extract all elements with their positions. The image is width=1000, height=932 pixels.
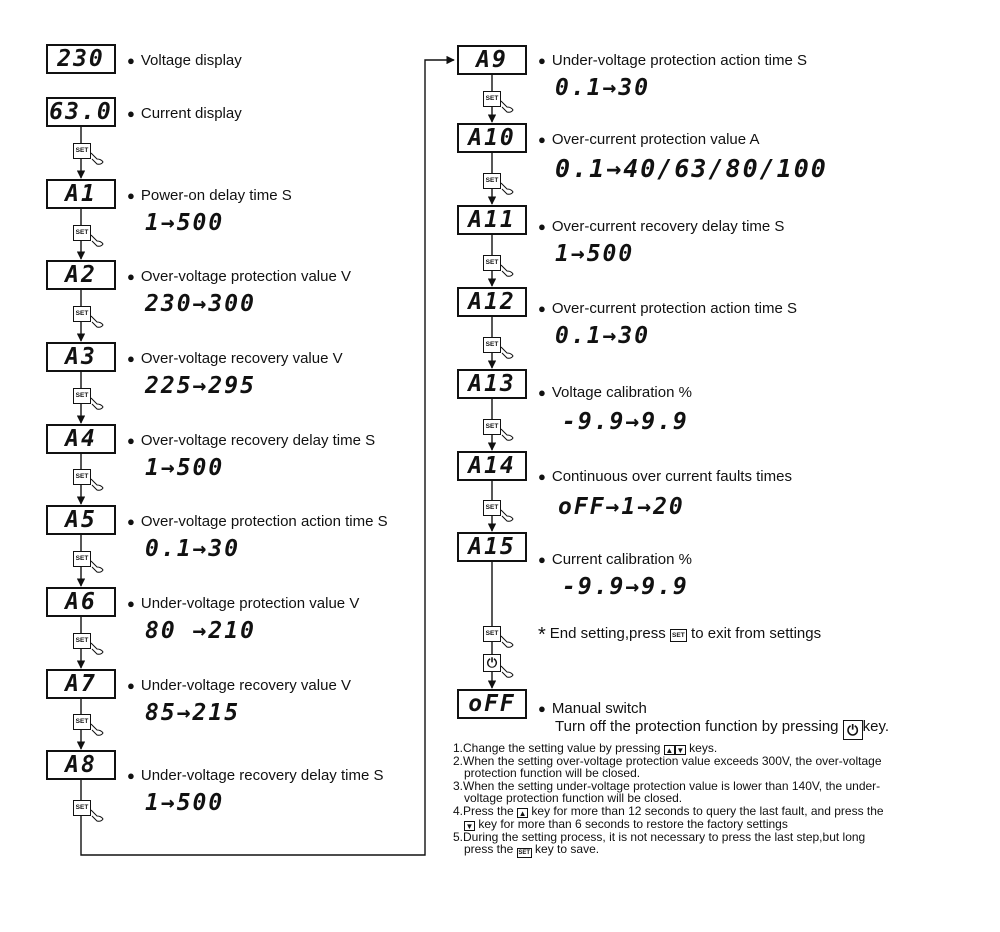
a15-label: ● Current calibration % bbox=[538, 551, 692, 568]
press-hand-icon bbox=[499, 99, 515, 113]
power-key-icon: ⏻ bbox=[483, 654, 501, 672]
a13-label: ● Voltage calibration % bbox=[538, 384, 692, 401]
set-key-icon: SET bbox=[73, 633, 91, 649]
a2-range: 230→300 bbox=[145, 291, 256, 317]
press-hand-icon bbox=[89, 477, 105, 491]
lcd-a10: A10 bbox=[457, 123, 527, 153]
a3-range: 225→295 bbox=[145, 373, 256, 399]
set-key-icon: SET bbox=[73, 388, 91, 404]
a3-label: ● Over-voltage recovery value V bbox=[127, 350, 343, 367]
set-key-icon: SET bbox=[73, 143, 91, 159]
set-key-icon: SET bbox=[483, 173, 501, 189]
lcd-a8: A8 bbox=[46, 750, 116, 780]
note-5: 5.During the setting process, it is not necessary to press the last step,but long bbox=[453, 829, 866, 844]
set-key-icon: SET bbox=[670, 629, 687, 642]
a12-range: 0.1→30 bbox=[555, 323, 651, 349]
press-hand-icon bbox=[89, 314, 105, 328]
a14-label: ● Continuous over current faults times bbox=[538, 468, 792, 485]
press-hand-icon bbox=[89, 808, 105, 822]
a5-range: 0.1→30 bbox=[145, 536, 241, 562]
press-hand-icon bbox=[89, 641, 105, 655]
up-key-icon: ▲ bbox=[518, 808, 527, 818]
note-2: 2.When the setting over-voltage protection value exceeds 300V, the over-voltage bbox=[453, 754, 882, 768]
note-3: 3.When the setting under-voltage protection value is lower than 140V, the under- bbox=[453, 778, 881, 793]
lcd-voltage-display: 230 bbox=[46, 44, 116, 74]
press-hand-icon bbox=[89, 396, 105, 410]
press-hand-icon bbox=[499, 181, 515, 195]
set-key-icon: SET bbox=[73, 551, 91, 567]
a6-range: 80 →210 bbox=[145, 618, 256, 644]
lcd-a11: A11 bbox=[457, 205, 527, 235]
lcd-a7: A7 bbox=[46, 669, 116, 699]
press-hand-icon bbox=[89, 559, 105, 573]
a15-range: -9.9→9.9 bbox=[562, 574, 689, 600]
manual-switch-desc: Turn off the protection function by pressing ⏻ key. bbox=[555, 718, 890, 738]
lcd-a4: A4 bbox=[46, 424, 116, 454]
asterisk: * bbox=[538, 624, 546, 646]
a14-range: oFF→1→20 bbox=[558, 494, 685, 520]
a9-range: 0.1→30 bbox=[555, 75, 651, 101]
press-hand-icon bbox=[499, 634, 515, 648]
note-4: 4.Press the ▲ key for more than 12 seconds to query the last fault, and press the bbox=[453, 803, 884, 818]
lcd-off: oFF bbox=[457, 689, 527, 719]
lcd-a14: A14 bbox=[457, 451, 527, 481]
note-5b: press the SET key to save. bbox=[464, 842, 600, 857]
a6-label: ● Under-voltage protection value V bbox=[127, 595, 360, 612]
down-key-icon: ▼ bbox=[465, 821, 474, 831]
lcd-a2: A2 bbox=[46, 260, 116, 290]
note-3b: voltage protection function will be closed. bbox=[464, 791, 683, 806]
lcd-a5: A5 bbox=[46, 505, 116, 535]
a5-label: ● Over-voltage protection action time S bbox=[127, 513, 388, 530]
a8-range: 1→500 bbox=[145, 790, 225, 816]
a11-range: 1→500 bbox=[555, 241, 635, 267]
a10-range: 0.1→40/63/80/100 bbox=[555, 154, 828, 183]
a12-label: ● Over-current protection action time S bbox=[538, 300, 797, 317]
press-hand-icon bbox=[499, 427, 515, 441]
press-hand-icon bbox=[499, 345, 515, 359]
power-key-icon: ⏻ bbox=[843, 720, 863, 740]
note-4b: ▼ key for more than 6 seconds to restore the factory settings bbox=[465, 816, 788, 831]
a1-range: 1→500 bbox=[145, 210, 225, 236]
set-key-icon: SET bbox=[483, 419, 501, 435]
note-2b: protection function will be closed. bbox=[464, 766, 641, 781]
lcd-a9: A9 bbox=[457, 45, 527, 75]
press-hand-icon bbox=[499, 263, 515, 277]
a8-label: ● Under-voltage recovery delay time S bbox=[127, 767, 384, 784]
end-setting-note: * End setting,press SET to exit from settings bbox=[538, 624, 822, 646]
notes-block bbox=[453, 742, 983, 858]
up-key-icon: ▲ bbox=[665, 746, 674, 755]
lcd-a13: A13 bbox=[457, 369, 527, 399]
lcd-a15: A15 bbox=[457, 532, 527, 562]
set-key-icon: SET bbox=[73, 714, 91, 730]
lcd-current-display: 63.0 bbox=[46, 97, 116, 127]
set-key-icon: SET bbox=[73, 225, 91, 241]
a13-range: -9.9→9.9 bbox=[562, 409, 689, 435]
set-key-icon: SET bbox=[483, 91, 501, 107]
press-hand-icon bbox=[89, 151, 105, 165]
manual-switch-label: ● Manual switch bbox=[538, 700, 647, 717]
press-hand-icon bbox=[89, 233, 105, 247]
set-key-icon: SET bbox=[483, 255, 501, 271]
set-key-icon: SET bbox=[483, 626, 501, 642]
set-key-icon: SET bbox=[73, 469, 91, 485]
set-key-icon: SET bbox=[73, 306, 91, 322]
set-key-icon: SET bbox=[518, 850, 531, 857]
press-hand-icon bbox=[499, 508, 515, 522]
a4-range: 1→500 bbox=[145, 455, 225, 481]
lcd-a1: A1 bbox=[46, 179, 116, 209]
set-key-icon: SET bbox=[483, 337, 501, 353]
voltage-display-label: ● Voltage display bbox=[127, 52, 242, 69]
current-display-label: ● Current display bbox=[127, 105, 242, 122]
a4-label: ● Over-voltage recovery delay time S bbox=[127, 432, 376, 449]
down-key-icon: ▼ bbox=[676, 746, 685, 755]
a2-label: ● Over-voltage protection value V bbox=[127, 268, 351, 285]
a1-label: ● Power-on delay time S bbox=[127, 187, 292, 204]
lcd-a12: A12 bbox=[457, 287, 527, 317]
lcd-a3: A3 bbox=[46, 342, 116, 372]
a9-label: ● Under-voltage protection action time S bbox=[538, 52, 807, 69]
a10-label: ● Over-current protection value A bbox=[538, 131, 760, 148]
lcd-a6: A6 bbox=[46, 587, 116, 617]
a7-range: 85→215 bbox=[145, 700, 241, 726]
press-hand-icon bbox=[89, 722, 105, 736]
press-hand-icon bbox=[499, 664, 515, 678]
set-key-icon: SET bbox=[73, 800, 91, 816]
note-1: 1.Change the setting value by pressing ▲ ▼ keys. bbox=[453, 741, 718, 755]
a11-label: ● Over-current recovery delay time S bbox=[538, 218, 785, 235]
set-key-icon: SET bbox=[483, 500, 501, 516]
a7-label: ● Under-voltage recovery value V bbox=[127, 677, 351, 694]
